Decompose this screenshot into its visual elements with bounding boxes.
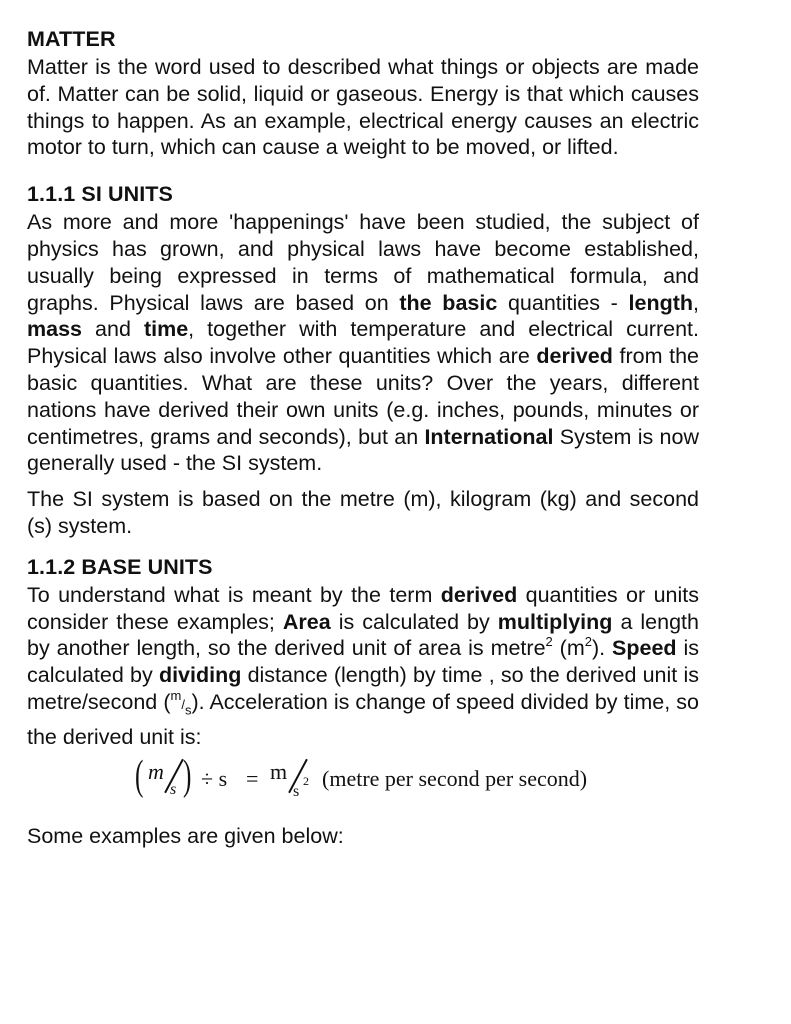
text-run: As more and more 'happenings' have been studied, the subject of physics has grown, and physical laws have become established, usually being expressed in terms of mathematical formula, and graphs. Physical laws are based on [27,210,699,315]
fraction-numerator: m [170,687,182,703]
text-run: To understand what is meant by the term [27,582,441,607]
equals-sign: = [246,765,259,791]
closing-paragraph: Some examples are given below: [27,823,344,848]
text-run: is calculated by [330,609,498,634]
fraction-denominator: s [184,702,192,718]
paragraph-si-units-2: The SI system is based on the metre (m), kilogram (kg) and second (s) system. [27,487,699,538]
text-run: quantities - [497,290,629,315]
bold-term: length [628,290,694,315]
section-heading-matter: MATTER [27,27,116,51]
bold-term: International [424,424,554,449]
paragraph-base-units [27,582,699,751]
bold-term: Speed [612,636,677,661]
formula-s-denominator: s [170,780,177,798]
text-run: System is now generally used - the SI system. [27,424,699,476]
bold-term: Area [282,609,331,634]
divide-operator: ÷ s [201,765,228,791]
text-run: , [693,290,699,315]
fraction-slash: / [181,696,185,712]
paragraph-si-units-1 [27,209,699,477]
bold-term: time [143,317,189,342]
document-page [27,24,699,850]
text-run: distance (length) by time , so the derived unit is metre/second ( [27,663,700,714]
formula-exponent: 2 [303,773,309,788]
text-run: (m [552,636,585,661]
left-paren: ( [135,752,144,799]
superscript: 2 [584,634,592,650]
acceleration-formula [27,752,699,819]
formula-description: (metre per second per second) [322,765,588,791]
text-run: ). Acceleration is change of speed divided by time, so the derived unit is: [27,689,699,750]
text-run: a length by another length, so the derived unit of area is metre [27,609,699,661]
section-heading-base-units: 1.1.2 BASE UNITS [27,554,213,579]
text-run: and [82,317,144,342]
bold-term: derived [536,344,613,369]
text-run: from the basic quantities. What are these units? Over the years, different nations have derived their own units (e.g. inches, pounds, minutes or centimetres, grams and seconds), but an [27,344,699,449]
paragraph-matter: Matter is the word used to described what things or objects are made of. Matter can be solid, liquid or gaseous. Energy is that which causes things to happen. As an example, electrical energy causes an electric motor to turn, which can cause a weight to be moved, or lifted. [27,55,699,160]
bold-term: dividing [158,663,242,688]
text-run: ). [591,636,613,661]
bold-term: derived [440,582,518,607]
formula-m-result: m [270,758,288,784]
section-heading-si-units: 1.1.1 SI UNITS [27,182,173,207]
superscript: 2 [545,634,553,650]
right-paren: ) [183,752,192,799]
formula-m-numerator: m [148,758,164,784]
formula-s-result: s [293,782,300,800]
text-run: quantities or units consider these examples; [27,582,699,634]
text-run: , together with temperature and electrical current. Physical laws also involve other quantities which are [27,317,699,369]
text-run: is calculated by [27,636,700,688]
bold-term: multiplying [497,609,613,634]
bold-term: mass [27,317,82,342]
bold-term: the basic [399,290,498,315]
